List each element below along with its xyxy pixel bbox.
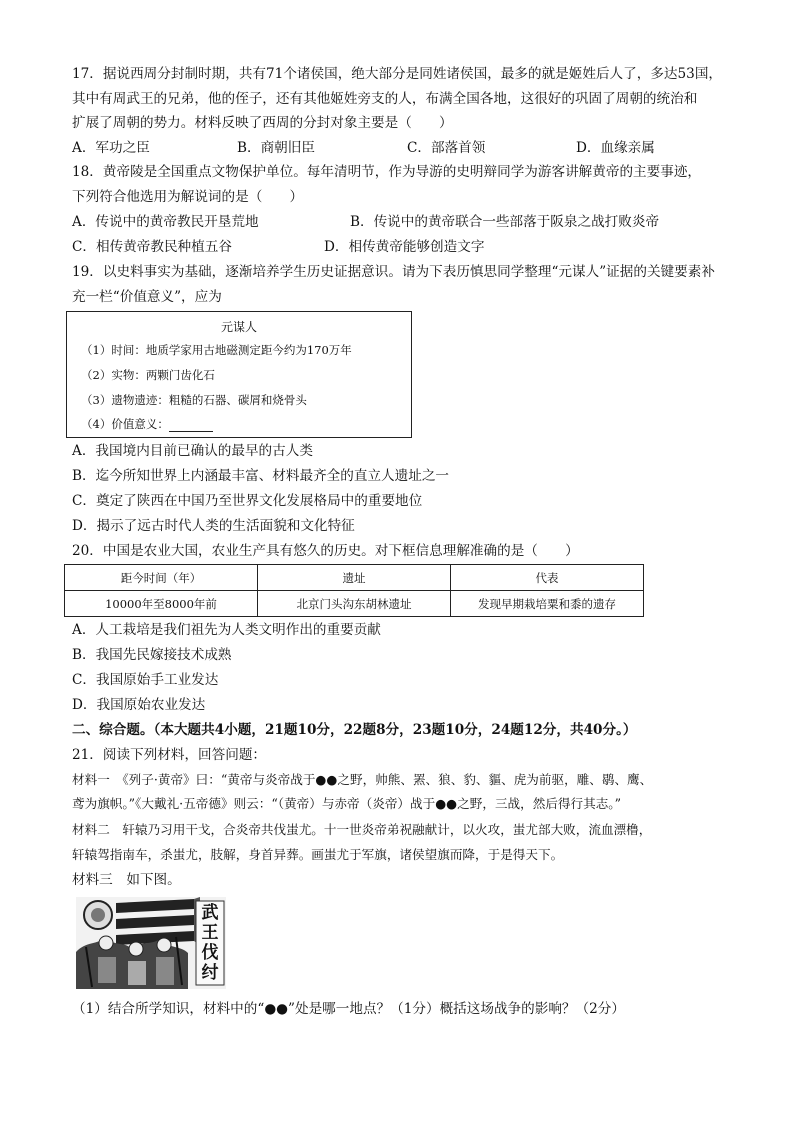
q19-option-d: D．揭示了远古时代人类的生活面貌和文化特征 <box>72 518 355 534</box>
box-title: 元谋人 <box>220 320 257 334</box>
q19-option-b: B．迄今所知世界上内涵最丰富、材料最齐全的直立人遗址之一 <box>72 468 450 484</box>
q20-option-c: C．我国原始手工业发达 <box>72 672 219 688</box>
answer-blank <box>169 419 213 432</box>
q21-material-1-line2: 鸢为旗帜。”《大戴礼·五帝德》则云：“（黄帝）与赤帝（炎帝）战于●●之野，三战，然后得行其志。” <box>72 796 622 811</box>
box-row-time: （1）时间：地质学家用古地磁测定距今约为170万年 <box>81 343 352 357</box>
q19-option-c: C．奠定了陕西在中国乃至世界文化发展格局中的重要地位 <box>72 493 423 509</box>
table-header: 代表 <box>451 565 644 591</box>
table-header: 遗址 <box>258 565 451 591</box>
table-header: 距今时间（年） <box>65 565 258 591</box>
q18-option-b: B．传说中的黄帝联合一些部落于阪泉之战打败炎帝 <box>350 214 660 230</box>
q21-material-2-line1: 材料二 轩辕乃习用干戈，合炎帝共伐蚩尤。十一世炎帝弟祝融献计，以火攻，蚩尤部大败，流血漂橹， <box>72 822 652 837</box>
box-row-value <box>81 416 213 432</box>
king-wu-attacks-zhou-picture <box>76 897 226 989</box>
q17-stem-line3: 扩展了周朝的势力。材料反映了西周的分封对象主要是（ ） <box>72 115 453 131</box>
box-row-value-label: （4）价值意义： <box>81 417 169 431</box>
q18-option-d: D．相传黄帝能够创造文字 <box>324 239 485 255</box>
q17-option-b: B．商朝旧臣 <box>237 140 315 156</box>
q20-info-table <box>64 564 644 617</box>
q17-stem-line2: 其中有周武王的兄弟，他的侄子，还有其他姬姓旁支的人，布满全国各地，这很好的巩固了周朝的统治和 <box>72 91 698 107</box>
table-header-row <box>65 565 644 591</box>
section-2-heading: 二、综合题。（本大题共4小题，21题10分，22题8分，23题10分，24题12分，共40分。） <box>72 722 637 738</box>
box-row-remains: （3）遗物遗迹：粗糙的石器、碳屑和烧骨头 <box>81 393 307 407</box>
q17-option-a: A．军功之臣 <box>72 140 150 156</box>
q18-stem-line1: 18．黄帝陵是全国重点文物保护单位。每年清明节，作为导游的史明辩同学为游客讲解黄帝的主要事迹， <box>72 164 702 180</box>
table-cell: 发现早期栽培粟和黍的遗存 <box>451 591 644 617</box>
q21-stem: 21．阅读下列材料，回答问题： <box>72 747 267 763</box>
q17-option-d: D．血缘亲属 <box>576 140 655 156</box>
q19-stem-line1: 19．以史料事实为基础，逐渐培养学生历史证据意识。请为下表历慎思同学整理“元谋人”证据的关键要素补 <box>72 264 715 280</box>
q21-material-3: 材料三 如下图。 <box>72 872 181 888</box>
q21-material-2-line2: 轩辕驾指南车，杀蚩尤，肢解，身首异葬。画蚩尤于军旗，诸侯望旗而降，于是得天下。 <box>72 847 564 862</box>
q18-option-a: A．传说中的黄帝教民开垦荒地 <box>72 214 259 230</box>
q19-option-a: A．我国境内目前已确认的最早的古人类 <box>72 443 313 459</box>
q21-subquestion-1: （1）结合所学知识，材料中的“●●”处是哪一地点？（1分）概括这场战争的影响？（2分） <box>72 1001 625 1017</box>
box-row-artifacts: （2）实物：两颗门齿化石 <box>81 368 215 382</box>
table-row <box>65 591 644 617</box>
q18-stem-line2: 下列符合他选用为解说词的是（ ） <box>72 189 304 205</box>
table-cell: 北京门头沟东胡林遗址 <box>258 591 451 617</box>
q20-option-a: A．人工栽培是我们祖先为人类文明作出的重要贡献 <box>72 622 381 638</box>
q17-stem-line1: 17．据说西周分封制时期，共有71个诸侯国，绝大部分是同姓诸侯国，最多的就是姬姓后人了，多达53国， <box>72 66 723 82</box>
q20-option-b: B．我国先民嫁接技术成熟 <box>72 647 232 663</box>
q17-option-c: C．部落首领 <box>407 140 486 156</box>
q21-material-1-line1: 材料一 《列子·黄帝》曰：“黄帝与炎帝战于●●之野，帅熊、罴、狼、豹、貙、虎为前驱，雕、鹖、鹰、 <box>72 772 653 787</box>
picture-title-text: 武王伐纣 <box>201 903 219 983</box>
table-cell: 10000年至8000年前 <box>65 591 258 617</box>
yuanmou-evidence-box <box>66 311 412 438</box>
q20-option-d: D．我国原始农业发达 <box>72 697 206 713</box>
q19-stem-line2: 充一栏“价值意义”，应为 <box>72 289 222 305</box>
q18-option-c: C．相传黄帝教民种植五谷 <box>72 239 232 255</box>
q20-stem: 20．中国是农业大国，农业生产具有悠久的历史。对下框信息理解准确的是（ ） <box>72 543 579 559</box>
